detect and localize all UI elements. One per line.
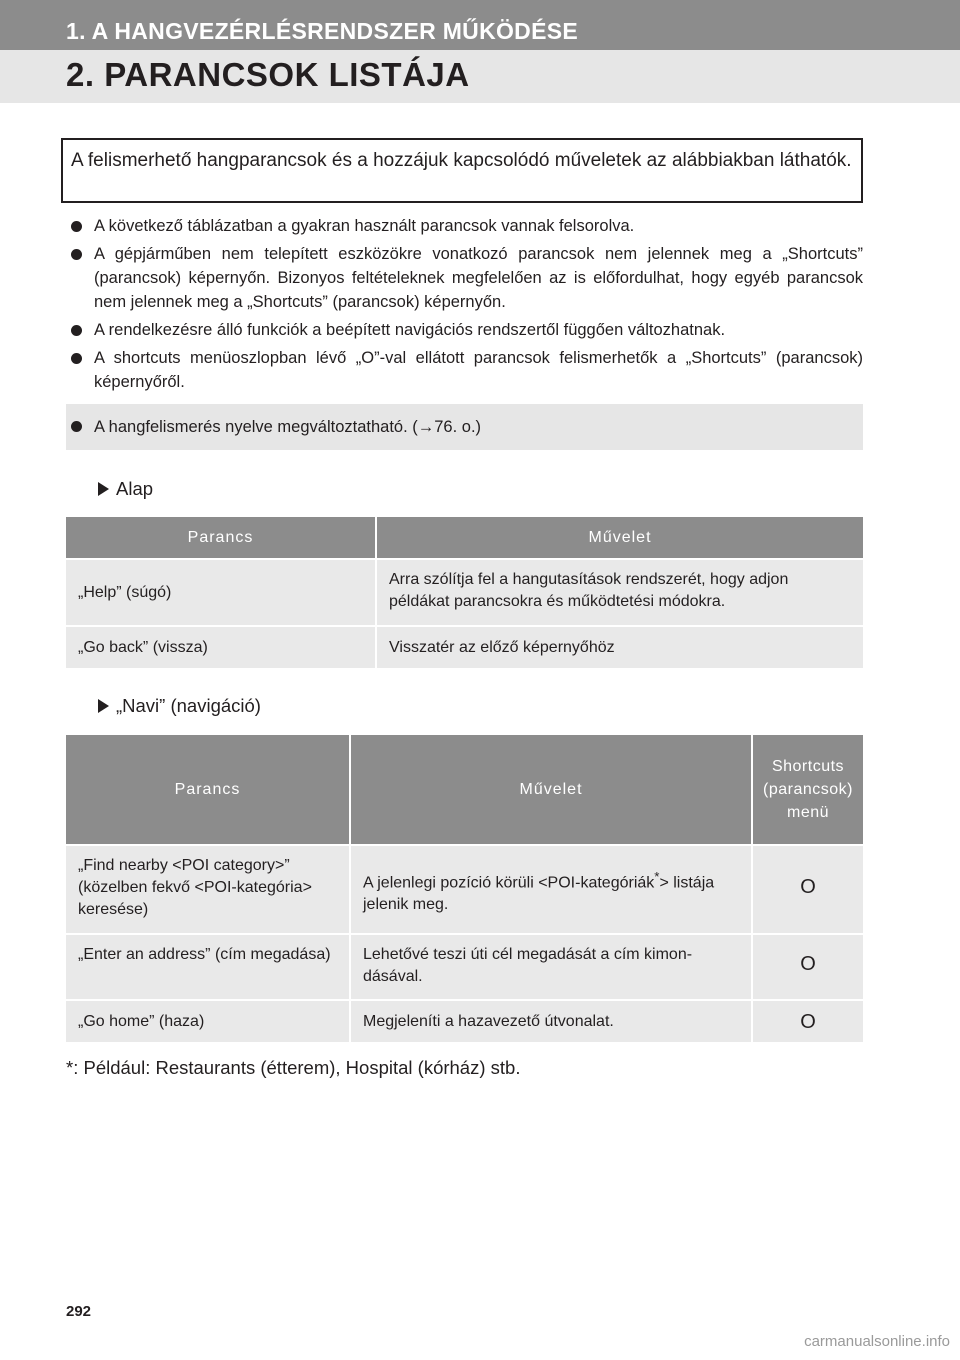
action-cell: Arra szólítja fel a hangutasítások rendszerét, hogy adjon példákat parancsokra és működtetési módokra. bbox=[376, 559, 863, 626]
header-action: Művelet bbox=[376, 517, 863, 559]
table-row bbox=[66, 1000, 863, 1042]
table-row bbox=[66, 626, 863, 668]
bullet-dot-icon bbox=[71, 249, 82, 260]
header-command: Parancs bbox=[66, 735, 350, 845]
table-header-row bbox=[66, 517, 863, 559]
action-cell: Megjeleníti a hazavezető útvonalat. bbox=[350, 1000, 752, 1042]
shortcut-cell: O bbox=[752, 845, 863, 934]
bullet-item: A következő táblázatban a gyakran használt parancsok vannak felsorolva. bbox=[66, 214, 863, 238]
footnote-marker: * bbox=[654, 869, 660, 884]
shortcut-cell: O bbox=[752, 1000, 863, 1042]
navi-commands-table bbox=[66, 735, 863, 1042]
note-text: A hangfelismerés nyelve megváltoztatható. (→76. o.) bbox=[94, 418, 482, 436]
header-shortcuts: Shortcuts (parancsok) menü bbox=[752, 735, 863, 845]
note-box bbox=[66, 404, 863, 450]
command-cell: „Go home” (haza) bbox=[66, 1000, 350, 1042]
command-cell: „Enter an address” (cím megadása) bbox=[66, 934, 350, 1000]
command-cell: „Go back” (vissza) bbox=[66, 626, 376, 668]
subheading-basic: Alap bbox=[98, 477, 153, 501]
bullet-item: A gépjárműben nem telepített eszközökre vonatkozó parancsok nem jelennek meg a „Shortcuts” (parancsok) képernyőn. Bizonyos feltételeknek megfelelően az is előfordulhat, hogy egyéb parancsok nem jelennek meg a „Shortcuts” (parancsok) képernyőn. bbox=[66, 242, 863, 314]
action-cell: A jelenlegi pozíció körüli <POI-kategóriák*> listája jelenik meg. bbox=[350, 845, 752, 934]
footnote: *: Például: Restaurants (étterem), Hospital (kórház) stb. bbox=[66, 1057, 521, 1078]
page-title: 2. PARANCSOK LISTÁJA bbox=[66, 56, 470, 93]
triangle-right-icon bbox=[98, 699, 109, 713]
bullet-list bbox=[66, 214, 863, 398]
table-header-row bbox=[66, 735, 863, 845]
table-row bbox=[66, 559, 863, 626]
bullet-dot-icon bbox=[71, 353, 82, 364]
command-cell: „Help” (súgó) bbox=[66, 559, 376, 626]
command-cell: „Find nearby <POI category>” (közelben fekvő <POI-kategória> keresése) bbox=[66, 845, 350, 934]
basic-commands-table bbox=[66, 517, 863, 668]
triangle-right-icon bbox=[98, 482, 109, 496]
section-title: 1. A HANGVEZÉRLÉSRENDSZER MŰKÖDÉSE bbox=[66, 18, 578, 44]
table-row bbox=[66, 845, 863, 934]
action-cell: Lehetővé teszi úti cél megadását a cím kimondásával. bbox=[350, 934, 752, 1000]
subheading-navi: „Navi” (navigáció) bbox=[98, 694, 261, 718]
header-action: Művelet bbox=[350, 735, 752, 845]
action-cell: Visszatér az előző képernyőhöz bbox=[376, 626, 863, 668]
bullet-dot-icon bbox=[71, 221, 82, 232]
bullet-item: A rendelkezésre álló funkciók a beépített navigációs rendszertől függően változhatnak. bbox=[66, 318, 863, 342]
table-row bbox=[66, 934, 863, 1000]
bullet-dot-icon bbox=[71, 325, 82, 336]
header-command: Parancs bbox=[66, 517, 376, 559]
bullet-item: A shortcuts menüoszlopban lévő „O”-val ellátott parancsok felismerhetők a „Shortcuts” (parancsok) képernyőről. bbox=[66, 346, 863, 394]
intro-box: A felismerhető hangparancsok és a hozzájuk kapcsolódó műveletek az alábbiakban láthatók. bbox=[61, 138, 863, 203]
shortcut-cell: O bbox=[752, 934, 863, 1000]
bullet-dot-icon bbox=[71, 421, 82, 432]
watermark: carmanualsonline.info bbox=[804, 1333, 950, 1350]
page-number: 292 bbox=[66, 1303, 92, 1320]
